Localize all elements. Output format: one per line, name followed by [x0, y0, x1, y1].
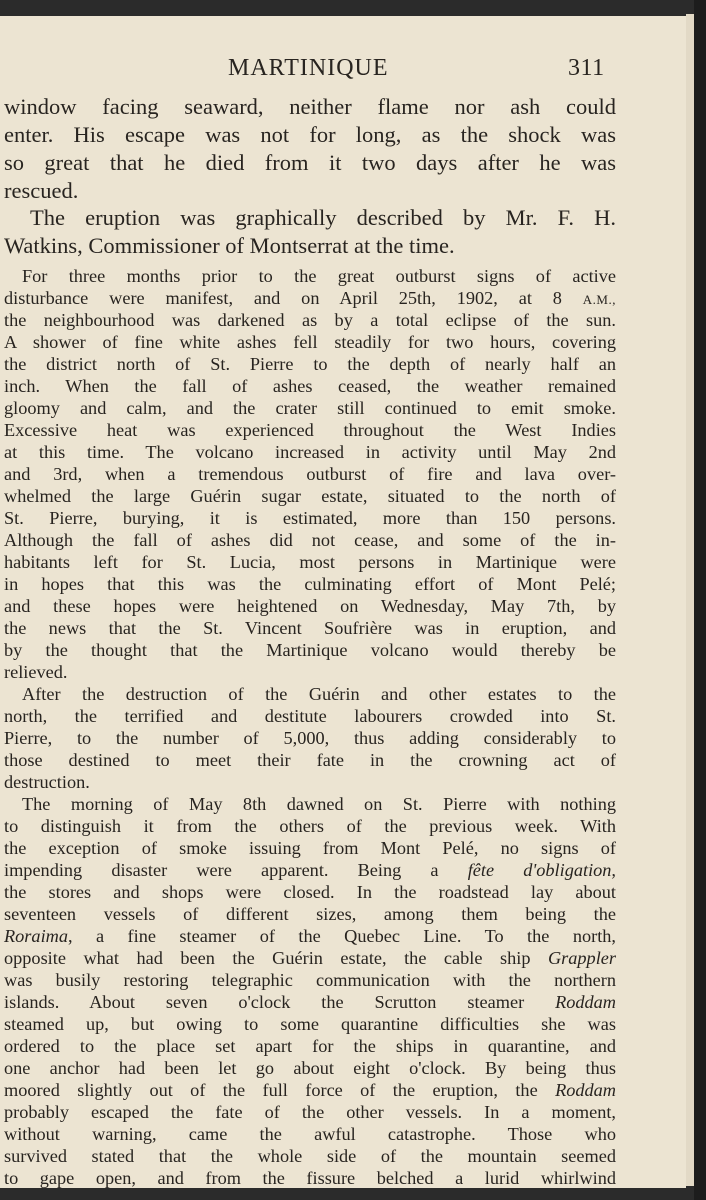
- text-line: window facing seaward, neither flame nor ash could: [4, 94, 616, 119]
- text-line: north, the terrified and destitute labourers crowded into St.: [4, 706, 616, 726]
- text-line: was busily restoring telegraphic communication with the northern: [4, 970, 616, 990]
- text-line: habitants left for St. Lucia, most persons in Martinique were: [4, 552, 616, 572]
- text-line: the neighbourhood was darkened as by a total eclipse of the sun.: [4, 310, 616, 330]
- text-line: rescued.: [4, 178, 79, 203]
- running-head-title: MARTINIQUE: [228, 55, 389, 81]
- text-line: Watkins, Commissioner of Montserrat at the time.: [4, 233, 455, 258]
- text-line: ordered to the place set apart for the ships in quarantine, and: [4, 1036, 616, 1056]
- text-line: St. Pierre, burying, it is estimated, more than 150 persons.: [4, 508, 616, 528]
- text-line: steamed up, but owing to some quarantine difficulties she was: [4, 1014, 616, 1034]
- text-line: The eruption was graphically described by Mr. F. H.: [30, 205, 616, 230]
- book-page: [0, 16, 686, 1188]
- italic-fete: fête d'obligation,: [467, 860, 616, 880]
- text-line: disturbance were manifest, and on April 25th, 1902, at 8 A.M.,: [4, 288, 616, 308]
- italic-roddam: Roddam: [555, 1080, 616, 1100]
- text-line: whelmed the large Guérin sugar estate, situated to the north of: [4, 486, 616, 506]
- text-line: Pierre, to the number of 5,000, thus adding considerably to: [4, 728, 616, 748]
- italic-grappler: Grappler: [547, 948, 616, 968]
- text-line: at this time. The volcano increased in activity until May 2nd: [4, 442, 616, 462]
- text-line: and 3rd, when a tremendous outburst of fire and lava over-: [4, 464, 616, 484]
- text-line: Excessive heat was experienced throughout the West Indies: [4, 420, 616, 440]
- text-line: Although the fall of ashes did not cease, and some of the in-: [4, 530, 616, 550]
- text-line: islands. About seven o'clock the Scrutton steamer Roddam: [4, 992, 616, 1012]
- page-edge: [686, 14, 694, 1186]
- text-line: the stores and shops were closed. In the roadstead lay about: [4, 882, 616, 902]
- text-line: by the thought that the Martinique volcano would thereby be: [4, 640, 616, 660]
- text-line: destruction.: [4, 772, 90, 792]
- italic-roddam: Roddam: [555, 992, 616, 1012]
- text-line: to gape open, and from the fissure belched a lurid whirlwind: [4, 1168, 616, 1188]
- small-caps-am: A.M.,: [582, 292, 616, 307]
- text-line: After the destruction of the Guérin and other estates to the: [22, 684, 616, 704]
- text-line: Roraima, a fine steamer of the Quebec Line. To the north,: [4, 926, 616, 946]
- text-line: survived stated that the whole side of the mountain seemed: [4, 1146, 616, 1166]
- italic-roraima: Roraima: [4, 926, 68, 946]
- text-line: seventeen vessels of different sizes, among them being the: [4, 904, 616, 924]
- text-line: the news that the St. Vincent Soufrière was in eruption, and: [4, 618, 616, 638]
- text-line: gloomy and calm, and the crater still continued to emit smoke.: [4, 398, 616, 418]
- book-gutter: [694, 0, 706, 1200]
- text-line: relieved.: [4, 662, 68, 682]
- text-line: probably escaped the fate of the other vessels. In a moment,: [4, 1102, 616, 1122]
- page-number: 311: [568, 55, 605, 81]
- text-line: impending disaster were apparent. Being a fête d'obligation,: [4, 860, 616, 880]
- text-line: those destined to meet their fate in the crowning act of: [4, 750, 616, 770]
- text-line: the exception of smoke issuing from Mont Pelé, no signs of: [4, 838, 616, 858]
- text-line: without warning, came the awful catastrophe. Those who: [4, 1124, 616, 1144]
- text-line: opposite what had been the Guérin estate, the cable ship Grappler: [4, 948, 616, 968]
- text-line: one anchor had been let go about eight o'clock. By being thus: [4, 1058, 616, 1078]
- text-line: The morning of May 8th dawned on St. Pierre with nothing: [22, 794, 616, 814]
- text-line: A shower of fine white ashes fell steadily for two hours, covering: [4, 332, 616, 352]
- page-text: [0, 16, 686, 1188]
- text-line: inch. When the fall of ashes ceased, the weather remained: [4, 376, 616, 396]
- text-line: to distinguish it from the others of the previous week. With: [4, 816, 616, 836]
- text-line: so great that he died from it two days after he was: [4, 150, 616, 175]
- text-line: in hopes that this was the culminating effort of Mont Pelé;: [4, 574, 616, 594]
- text-line: enter. His escape was not for long, as the shock was: [4, 122, 616, 147]
- text-line: moored slightly out of the full force of the eruption, the Roddam: [4, 1080, 616, 1100]
- text-line: and these hopes were heightened on Wednesday, May 7th, by: [4, 596, 616, 616]
- text-line: the district north of St. Pierre to the depth of nearly half an: [4, 354, 616, 374]
- text-line: For three months prior to the great outburst signs of active: [22, 266, 616, 286]
